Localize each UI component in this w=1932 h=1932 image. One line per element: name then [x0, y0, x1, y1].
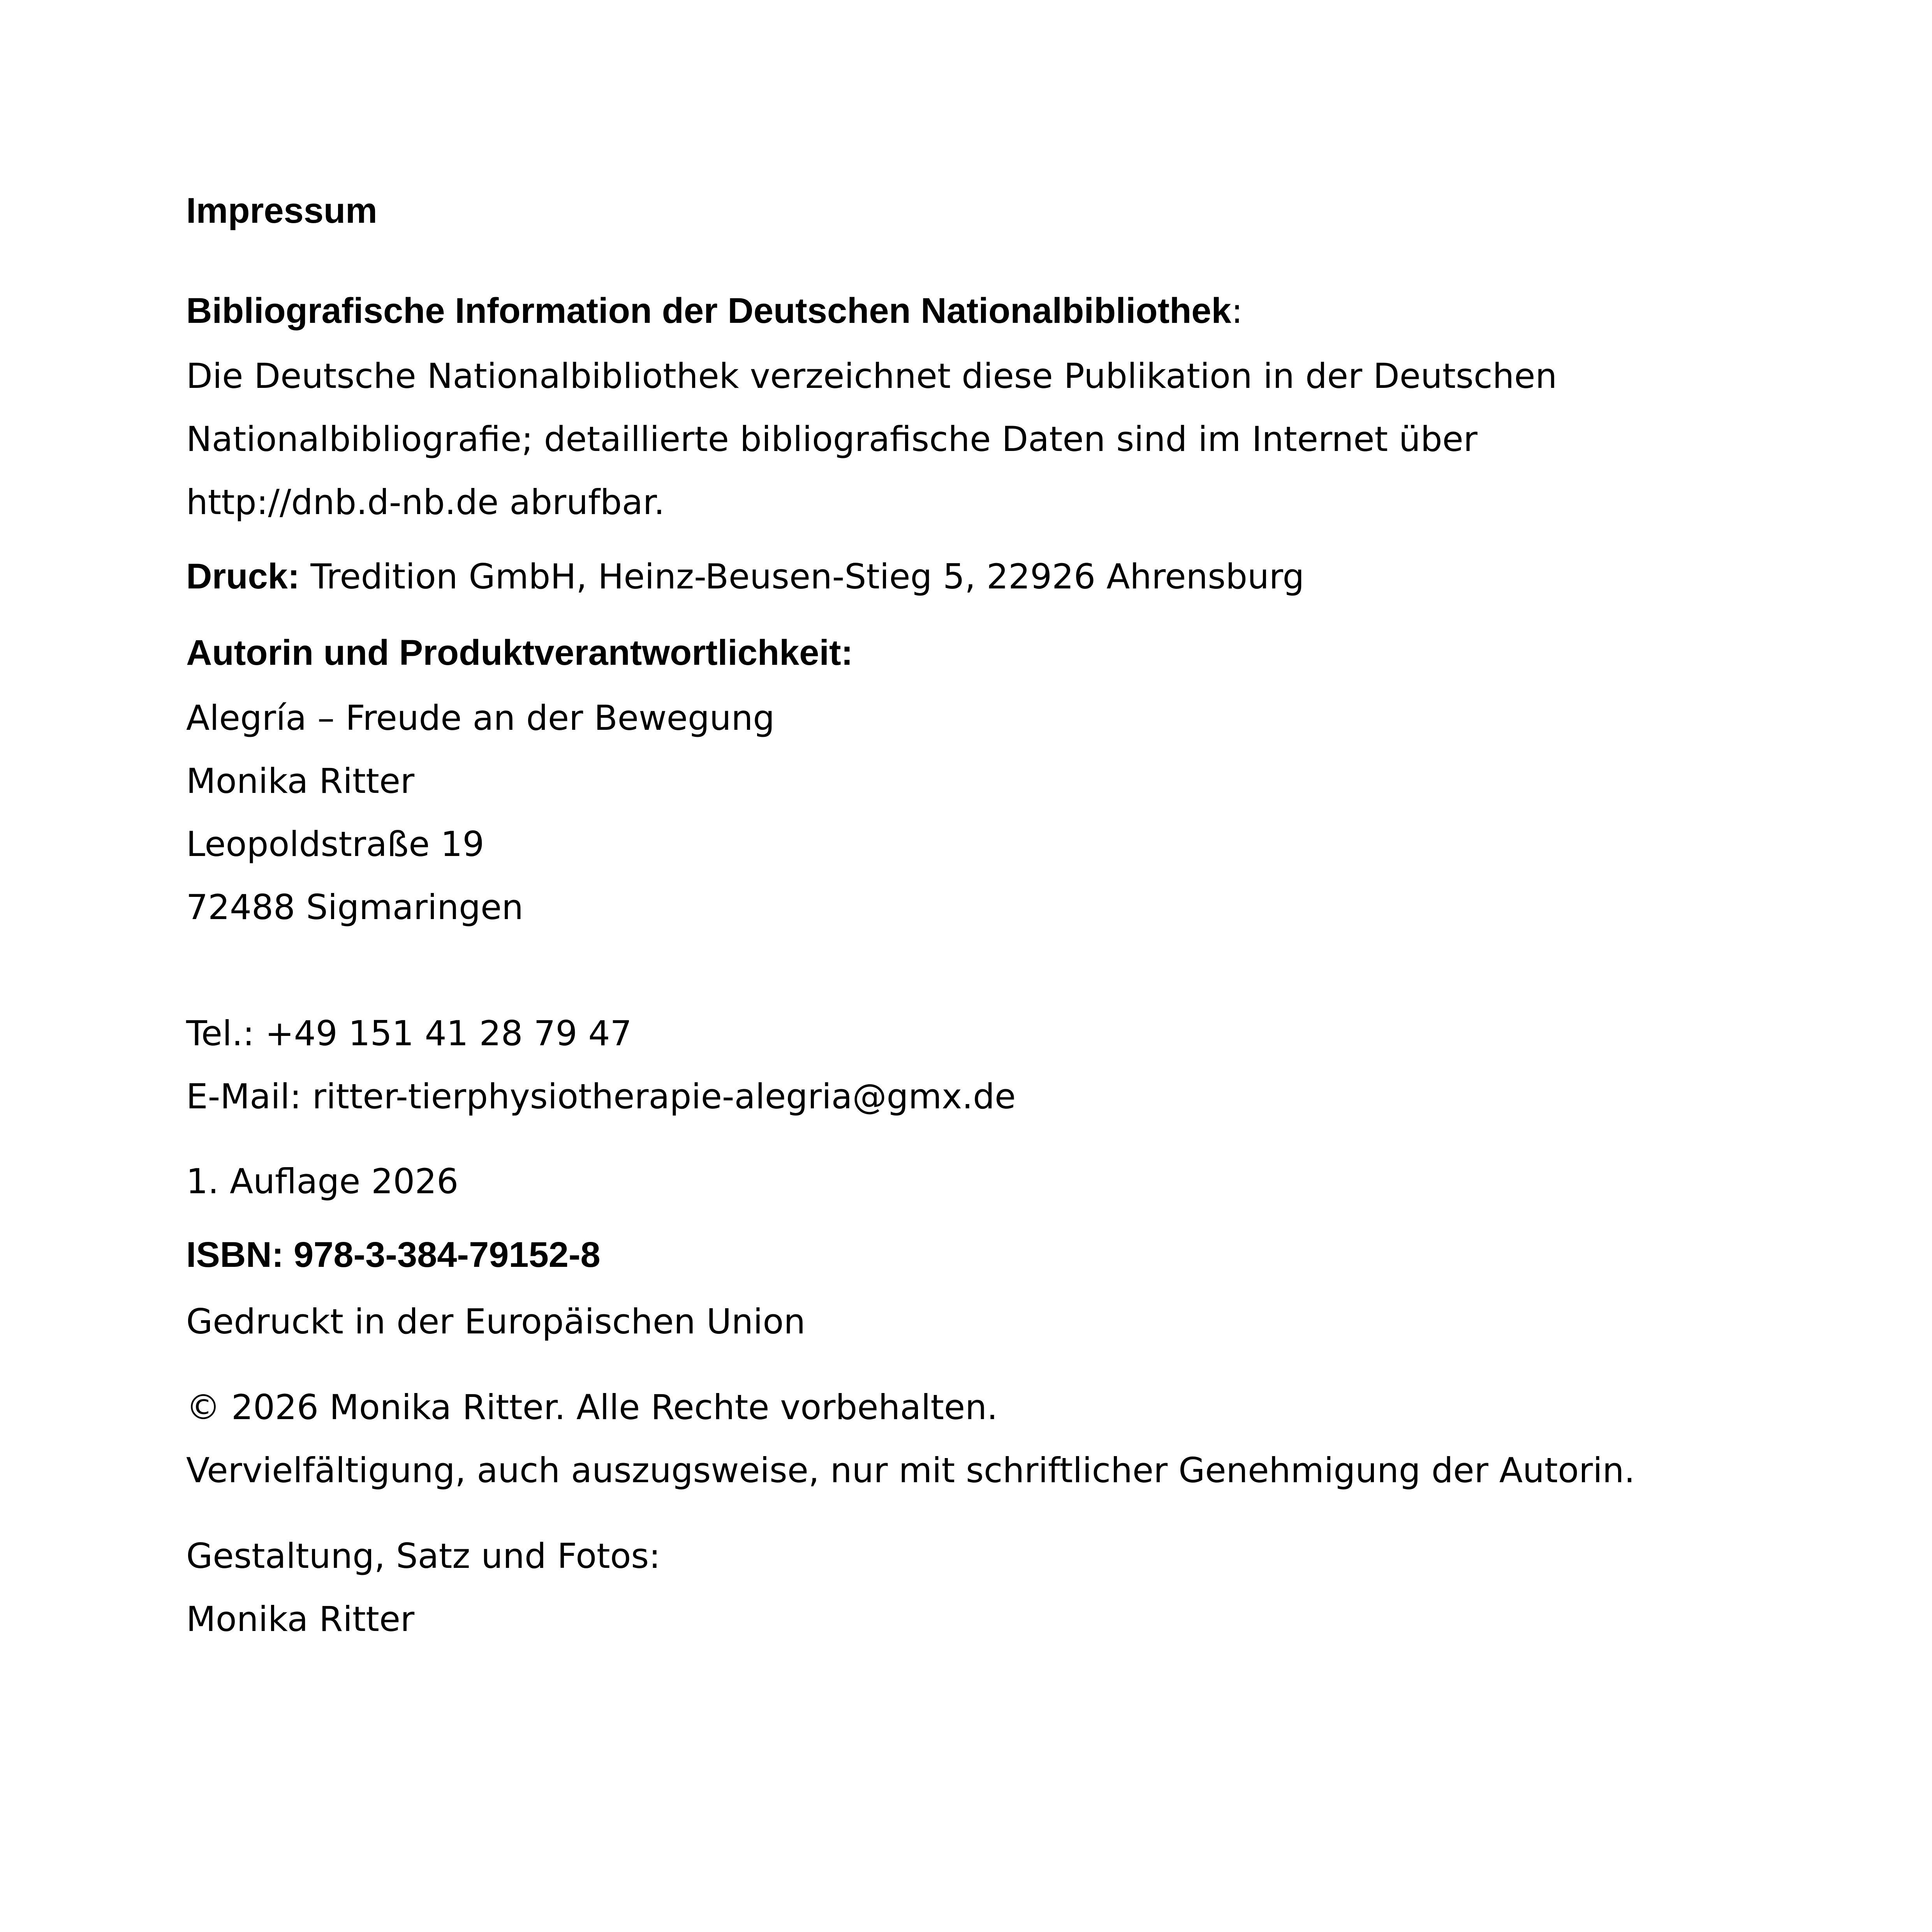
printed-in: Gedruckt in der Europäischen Union	[186, 1302, 806, 1342]
author-business: Alegría – Freude an der Bewegung	[186, 698, 775, 738]
author-city: 72488 Sigmaringen	[186, 887, 523, 927]
author-heading: Autorin und Produktverantwortlichkeit:	[186, 633, 853, 673]
bibliographic-heading-line	[186, 293, 1243, 329]
copyright-line-1: © 2026 Monika Ritter. Alle Rechte vorbehalten.	[186, 1387, 998, 1427]
author-email: E-Mail: ritter-tierphysiotherapie-alegria@gmx.de	[186, 1076, 1016, 1117]
bibliographic-text-line-2: Nationalbibliografie; detaillierte bibliografische Daten sind im Internet über	[186, 419, 1478, 459]
print-label: Druck:	[186, 557, 300, 596]
design-name: Monika Ritter	[186, 1599, 415, 1639]
bibliographic-text-line-1: Die Deutsche Nationalbibliothek verzeichnet diese Publikation in der Deutschen	[186, 356, 1557, 396]
author-street: Leopoldstraße 19	[186, 824, 484, 864]
edition: 1. Auflage 2026	[186, 1161, 459, 1201]
isbn: ISBN: 978-3-384-79152-8	[186, 1235, 601, 1275]
print-value: Tredition GmbH, Heinz-Beusen-Stieg 5, 22926 Ahrensburg	[299, 557, 1305, 597]
author-name: Monika Ritter	[186, 761, 415, 801]
bibliographic-heading-colon: :	[1231, 291, 1243, 331]
design-label: Gestaltung, Satz und Fotos:	[186, 1536, 660, 1576]
bibliographic-text-line-3: http://dnb.d-nb.de abrufbar.	[186, 482, 665, 522]
copyright-line-2: Vervielfältigung, auch auszugsweise, nur mit schriftlicher Genehmigung der Autorin.	[186, 1450, 1635, 1490]
bibliographic-heading: Bibliografische Information der Deutschen Nationalbibliothek	[186, 291, 1231, 331]
impressum-title: Impressum	[186, 191, 377, 231]
author-phone: Tel.: +49 151 41 28 79 47	[186, 1013, 632, 1053]
print-line	[186, 557, 1305, 597]
